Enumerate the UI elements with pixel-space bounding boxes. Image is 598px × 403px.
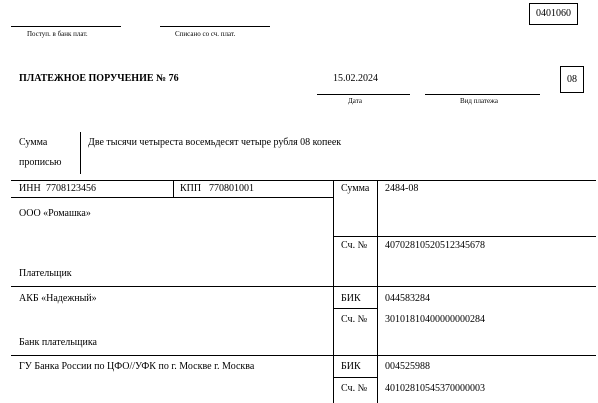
- payer-bottom-line: [11, 286, 596, 287]
- recipient-bank-bik: 004525988: [385, 361, 430, 372]
- form-code: 0401060: [536, 8, 571, 19]
- inn-value: 7708123456: [46, 183, 96, 194]
- date-value: 15.02.2024: [333, 73, 378, 84]
- payer-bank-role-label: Банк плательщика: [19, 337, 97, 348]
- amount-bottom-line: [333, 236, 596, 237]
- recipient-bank-corr-account: 40102810545370000003: [385, 383, 485, 394]
- label-column-divider: [377, 180, 378, 403]
- date-label: Дата: [348, 97, 362, 105]
- amount-value: 2484-08: [385, 183, 419, 194]
- bik-bottom-line: [333, 308, 377, 309]
- kpp-label: КПП: [180, 183, 202, 194]
- debited-line: [160, 26, 270, 27]
- recipient-bank-corr-label: Сч. №: [341, 383, 368, 394]
- main-right-divider: [333, 180, 334, 403]
- amount-words-label: Сумма: [19, 137, 48, 148]
- amount-words: Две тысячи четыреста восемьдесят четыре рубля 08 копеек: [88, 137, 342, 148]
- document-title: ПЛАТЕЖНОЕ ПОРУЧЕНИЕ № 76: [19, 73, 179, 84]
- form-code-box: [529, 3, 578, 25]
- payer-role-label: Плательщик: [19, 268, 72, 279]
- row-line-1: [11, 180, 596, 181]
- received-label: Поступ. в банк плат.: [27, 30, 88, 38]
- payment-type-line: [425, 94, 540, 95]
- recipient-bank-bik-label: БИК: [341, 361, 361, 372]
- recipient-bik-bottom-line: [333, 377, 377, 378]
- payer-bank-bik: 044583284: [385, 293, 430, 304]
- payment-type-label: Вид платежа: [460, 97, 499, 105]
- payer-name: ООО «Ромашка»: [19, 208, 91, 219]
- payer-account-label: Сч. №: [341, 240, 368, 251]
- inn-kpp-divider: [173, 180, 174, 197]
- payer-bank-corr-account: 30101810400000000284: [385, 314, 485, 325]
- payer-bank-corr-label: Сч. №: [341, 314, 368, 325]
- amount-words-label-2: прописью: [19, 157, 62, 168]
- payer-account: 40702810520512345678: [385, 240, 485, 251]
- inn-kpp-bottom-line: [11, 197, 333, 198]
- payer-bank-name: АКБ «Надежный»: [19, 293, 97, 304]
- kpp-value: 770801001: [209, 183, 254, 194]
- date-line: [317, 94, 410, 95]
- received-line: [11, 26, 121, 27]
- payer-bank-bik-label: БИК: [341, 293, 361, 304]
- payer-bank-bottom-line: [11, 355, 596, 356]
- amount-words-divider: [80, 132, 81, 174]
- payment-type-code: 08: [567, 74, 577, 85]
- recipient-bank-name: ГУ Банка России по ЦФО//УФК по г. Москве г. Москва: [19, 361, 255, 372]
- inn-label: ИНН: [19, 183, 41, 194]
- amount-label: Сумма: [341, 183, 370, 194]
- debited-label: Списано со сч. плат.: [175, 30, 236, 38]
- payment-type-box: [560, 66, 584, 93]
